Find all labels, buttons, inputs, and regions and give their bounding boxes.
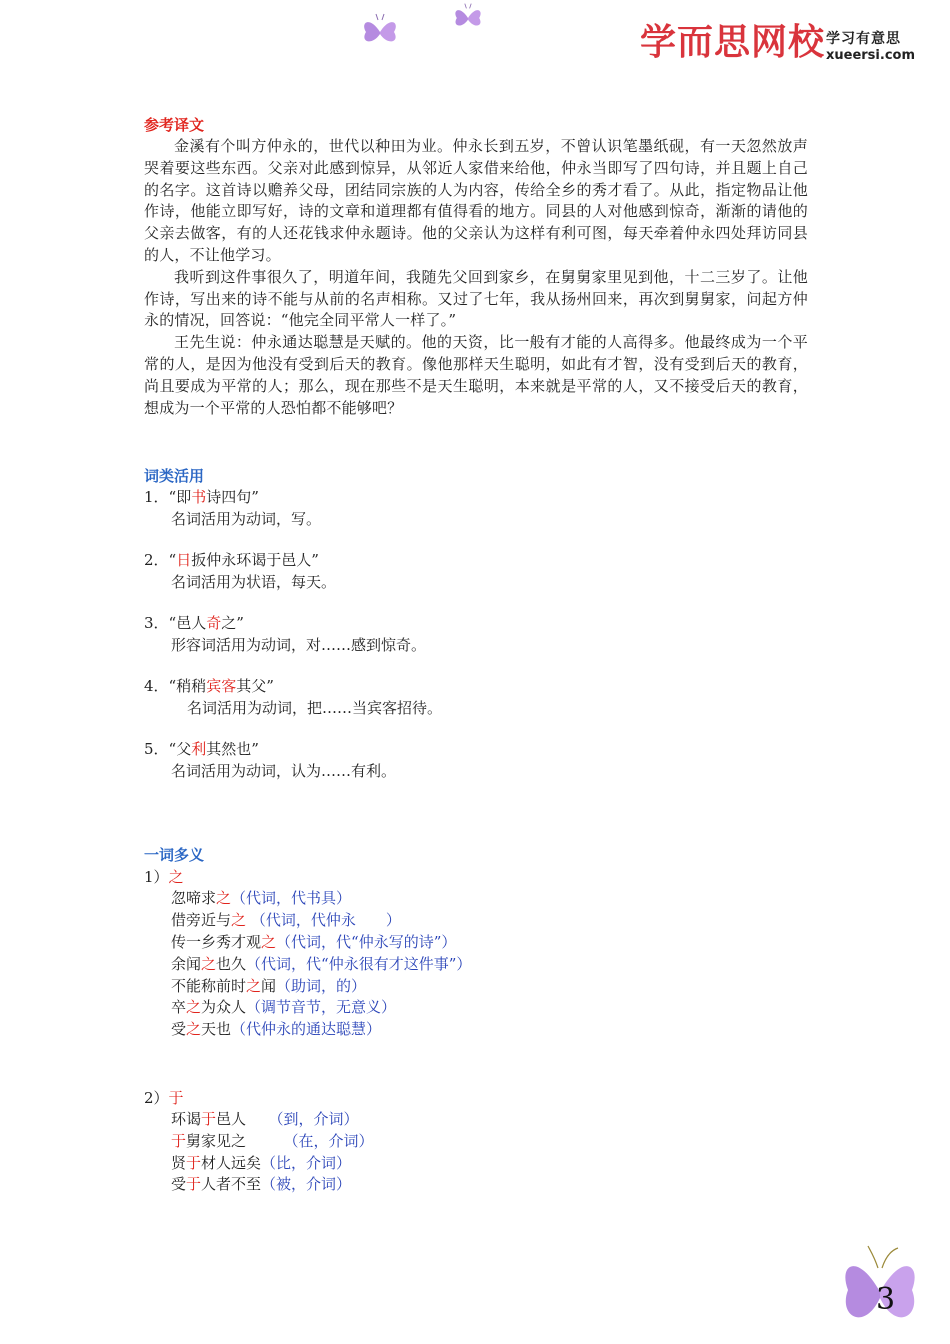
page-number: 3: [876, 1282, 896, 1317]
item-number: 1．: [144, 488, 169, 507]
logo-slogan: 学习有意思: [826, 31, 901, 47]
example-text: “父: [168, 740, 192, 759]
key-word: 日: [176, 551, 192, 570]
brand-logo: [640, 22, 920, 68]
word-class-title: 词类活用: [144, 467, 205, 486]
butterfly-icon: [360, 12, 400, 52]
logo-main-text: 学而思网校: [640, 22, 826, 63]
polysemy-example: 受之天也（代仲永的通达聪慧）: [171, 1020, 382, 1039]
translation-paragraph-3: 王先生说：仲永通达聪慧是天赋的。他的天资，比一般有才能的人高得多。他最终成为一个平常的人，是因为他没有受到后天的教育。像他那样天生聪明，如此有才智，没有受到后天的教育，尚且要成为平常的人；那么，现在那些不是天生聪明，本来就是平常的人，又不接受后天的教育，想成为一个平常的人恐怕都不能够吧？: [144, 333, 808, 417]
word-class-item: [144, 613, 808, 656]
example-text: 其然也”: [206, 740, 259, 759]
logo-domain: xueersi.com: [826, 48, 916, 63]
example-text: 其父”: [236, 677, 274, 696]
word-class-item: [144, 550, 808, 593]
key-word: 书: [191, 488, 207, 507]
document-body: [144, 114, 808, 1196]
polysemy-example: 传一乡秀才观之（代词，代“仲永写的诗”）: [171, 932, 457, 951]
example-text: “邑人: [168, 614, 207, 633]
polysemy-group-heading: [144, 1087, 808, 1109]
example-text: 扳仲永环谒于邑人”: [191, 551, 319, 570]
polysemy-title: 一词多义: [144, 846, 205, 865]
word-class-item: [144, 676, 808, 719]
group-label: 1）: [144, 868, 169, 887]
butterfly-icon: [452, 2, 484, 34]
polysemy-example: 于舅家见之 （在，介词）: [171, 1131, 374, 1150]
example-text: “稍稍: [168, 677, 207, 696]
group-word: 之: [168, 868, 184, 887]
polysemy-example: 不能称前时之闻（助词，的）: [171, 976, 367, 995]
item-explanation: 名词活用为动词，把……当宾客招待。: [187, 698, 443, 717]
group-word: 于: [168, 1088, 184, 1107]
translation-paragraph-1: 金溪有个叫方仲永的，世代以种田为业。仲永长到五岁，不曾认识笔墨纸砚，有一天忽然放声哭着要这些东西。父亲对此感到惊异，从邻近人家借来给他，仲永当即写了四句诗，并且题上自己的名字。这首诗以赡养父母，团结同宗族的人为内容，传给全乡的秀才看了。从此，指定物品让他作诗，他能立即写好，诗的文章和道理都有值得看的地方。同县的人对他感到惊奇，渐渐的请他的父亲去做客，有的人还花钱求仲永题诗。他的父亲认为这样有利可图，每天牵着仲永四处拜访同县的人，不让他学习。: [144, 137, 808, 264]
example-text: “即: [168, 488, 192, 507]
item-explanation: 名词活用为状语，每天。: [171, 572, 337, 591]
item-explanation: 形容词活用为动词，对……感到惊奇。: [171, 635, 427, 654]
polysemy-example: 贤于材人远矣（比，介词）: [171, 1153, 352, 1172]
item-number: 5．: [144, 740, 169, 759]
polysemy-example: 环谒于邑人 （到，介词）: [171, 1109, 359, 1128]
polysemy-example: 卒之为众人（调节音节，无意义）: [171, 998, 397, 1017]
item-explanation: 名词活用为动词，写。: [171, 509, 322, 528]
translation-title: 参考译文: [144, 116, 205, 134]
key-word: 宾客: [206, 677, 237, 696]
item-number: 3．: [144, 614, 169, 633]
item-explanation: 名词活用为动词，认为……有利。: [171, 761, 397, 780]
group-label: 2）: [144, 1088, 169, 1107]
translation-paragraph-2: 我听到这件事很久了，明道年间，我随先父回到家乡，在舅舅家里见到他，十二三岁了。让他作诗，写出来的诗不能与从前的名声相称。又过了七年，我从扬州回来，再次到舅舅家，问起方仲永的情况，回答说：“他完全同平常人一样了。”: [144, 267, 808, 330]
example-text: “: [168, 551, 177, 570]
key-word: 奇: [206, 614, 222, 633]
polysemy-example: 余闻之也久（代词，代“仲永很有才这件事”）: [171, 954, 472, 973]
polysemy-example: 受于人者不至（被，介词）: [171, 1175, 352, 1194]
polysemy-group-heading: [144, 866, 808, 888]
item-number: 4．: [144, 677, 169, 696]
example-text: 诗四句”: [206, 488, 259, 507]
polysemy-example: 忽啼求之（代词，代书具）: [171, 889, 352, 908]
item-number: 2．: [144, 551, 169, 570]
polysemy-example: 借旁近与之 （代词，代仲永 ）: [171, 911, 401, 930]
word-class-item: [144, 739, 808, 782]
example-text: 之”: [221, 614, 244, 633]
word-class-item: [144, 487, 808, 530]
key-word: 利: [191, 740, 207, 759]
